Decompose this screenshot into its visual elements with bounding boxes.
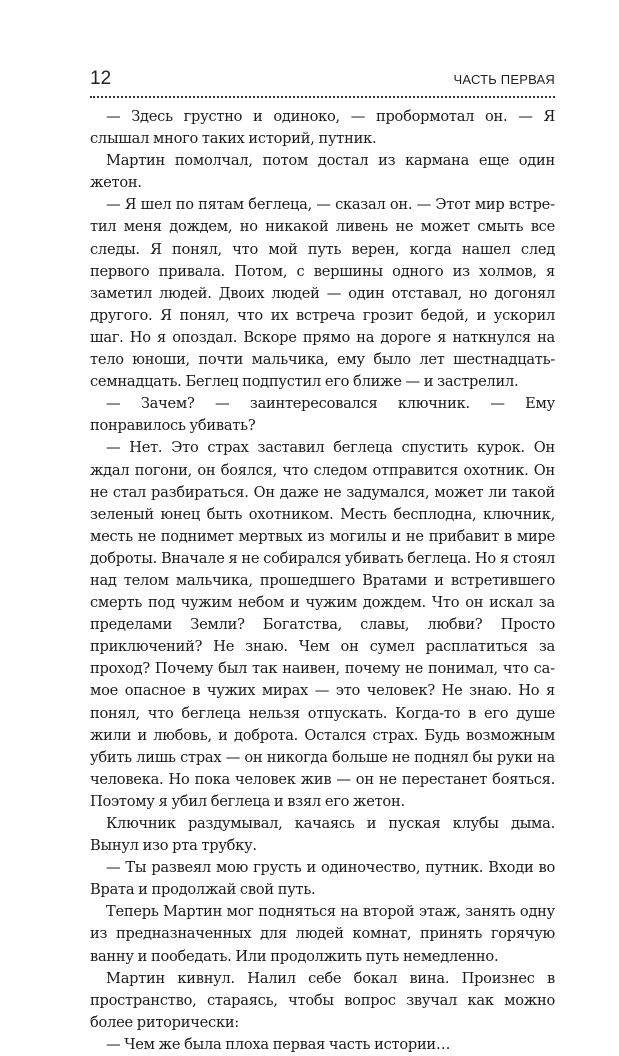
running-head [90, 68, 555, 94]
section-title: ЧАСТЬ ПЕРВАЯ [453, 72, 555, 87]
body-text [90, 106, 555, 1056]
paragraph: — Чем же была плоха первая часть истории… [106, 1035, 451, 1053]
paragraph: — Я шел по пятам беглеца, — сказал он. — Этот мир встретил меня дождем, но никакой ливень не может смыть все следы. Я понял, что мой путь верен, когда нашел след первого привала. Потом, с вершины одного из холмов, я заметил людей. Двоих людей — один отставал, но догонял другого. Я понял, что их встреча грозит бедой, и ускорил шаг. Но я опоздал. Вскоре прямо на дороге я наткнулся на тело юноши, почти мальчика, ему было лет шестнадцать-семнадцать. Беглец подпустил его ближе — и застрелил. [90, 196, 555, 391]
paragraph: Мартин кивнул. Налил себе бокал вина. Произнес в пространство, стараясь, чтобы вопрос звучал как можно более риторически: [90, 969, 555, 1031]
paragraph: Ключник раздумывал, качаясь и пуская клубы дыма. Вынул изо рта трубку. [90, 815, 555, 855]
paragraph: — Нет. Это страх заставил беглеца спустить курок. Он ждал погони, он боялся, что следом отправится охотник. Он не стал разбираться. Он даже не задумался, может ли такой зеленый юнец быть охотником. Месть бесплодна, ключник, месть не поднимет мертвых из могилы и не прибавит в мире доброты. Вначале я не собирался убивать беглеца. Но я стоял над телом мальчика, прошедшего Вратами и встретившего смерть под чужим небом и чужим дождем. Что он искал за пределами Земли? Богатства, славы, любви? Просто приключений? Не знаю. Чем он сумел расплатиться за проход? Почему был так наивен, почему не понимал, что самое опасное в чужих мирах — это человек? Не знаю. Но я понял, что беглеца нельзя отпускать. Когда-то в его душе жили и любовь, и доброта. Остался страх. Будь возможным убить лишь страх — он никогда больше не поднял бы руки на человека. Но пока человек жив — он не перестанет бояться. Поэтому я убил беглеца и взял его жетон. [90, 439, 555, 810]
paragraph: Мартин помолчал, потом достал из кармана еще один жетон. [90, 152, 555, 192]
paragraph: Теперь Мартин мог подняться на второй этаж, занять одну из предназначенных для людей комнат, принять горячую ванну и пообедать. Или продолжить путь немедленно. [90, 903, 555, 965]
page-number: 12 [90, 68, 112, 89]
header-dotted-rule [90, 96, 555, 98]
paragraph: — Ты развеял мою грусть и одиночество, путник. Входи во Врата и продолжай свой путь. [90, 859, 555, 899]
paragraph: — Здесь грустно и одиноко, — пробормотал он. — Я слышал много таких историй, путник. [90, 108, 555, 148]
paragraph: — Зачем? — заинтересовался ключник. — Ему понравилось убивать? [90, 395, 555, 435]
